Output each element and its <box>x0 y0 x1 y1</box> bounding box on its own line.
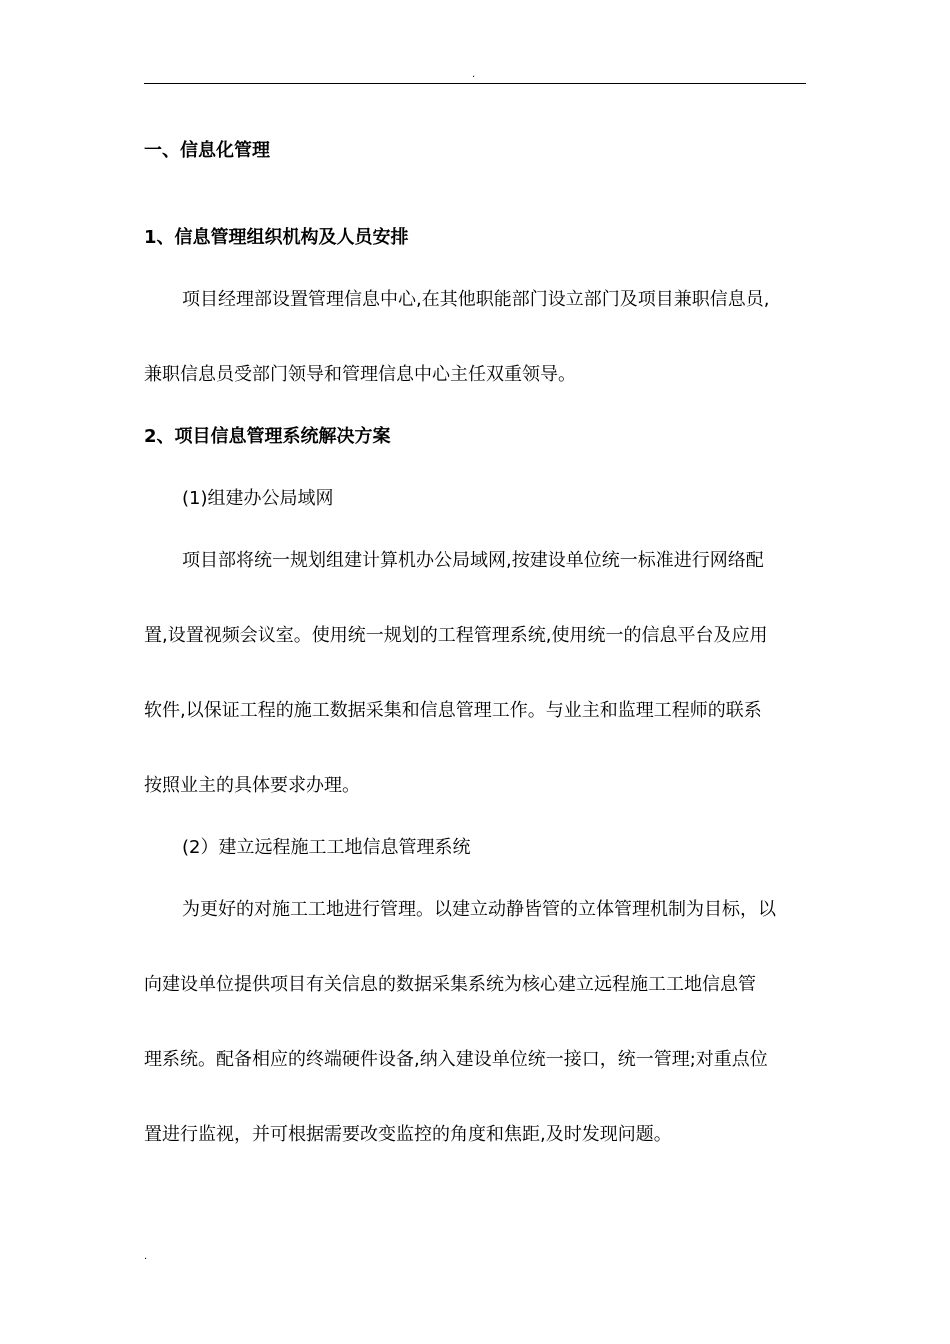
paragraph-3-line-2: 向建设单位提供项目有关信息的数据采集系统为核心建立远程施工工地信息管 <box>144 974 756 995</box>
paragraph-2-line-1: 项目部将统一规划组建计算机办公局域网,按建设单位统一标准进行网络配 <box>182 550 764 571</box>
subheading-1: (1)组建办公局域网 <box>182 488 334 509</box>
header-rule <box>144 83 806 84</box>
paragraph-1-line-1: 项目经理部设置管理信息中心,在其他职能部门设立部门及项目兼职信息员, <box>182 289 770 310</box>
heading-1: 1、信息管理组织机构及人员安排 <box>144 227 409 248</box>
paragraph-3-line-4: 置进行监视，并可根据需要改变监控的角度和焦距,及时发现问题。 <box>144 1124 672 1145</box>
header-dot: . <box>472 69 476 80</box>
paragraph-3-line-3: 理系统。配备相应的终端硬件设备,纳入建设单位统一接口，统一管理;对重点位 <box>144 1049 768 1070</box>
footer-dot: . <box>144 1251 148 1262</box>
subheading-2: (2）建立远程施工工地信息管理系统 <box>182 837 471 858</box>
paragraph-3-line-1: 为更好的对施工工地进行管理。以建立动静皆管的立体管理机制为目标，以 <box>182 899 776 920</box>
heading-2: 2、项目信息管理系统解决方案 <box>144 426 391 447</box>
paragraph-2-line-2: 置,设置视频会议室。使用统一规划的工程管理系统,使用统一的信息平台及应用 <box>144 625 768 646</box>
paragraph-2-line-4: 按照业主的具体要求办理。 <box>144 775 360 796</box>
paragraph-1-line-2: 兼职信息员受部门领导和管理信息中心主任双重领导。 <box>144 364 576 385</box>
paragraph-2-line-3: 软件,以保证工程的施工数据采集和信息管理工作。与业主和监理工程师的联系 <box>144 700 762 721</box>
section-title: 一、信息化管理 <box>144 140 270 161</box>
